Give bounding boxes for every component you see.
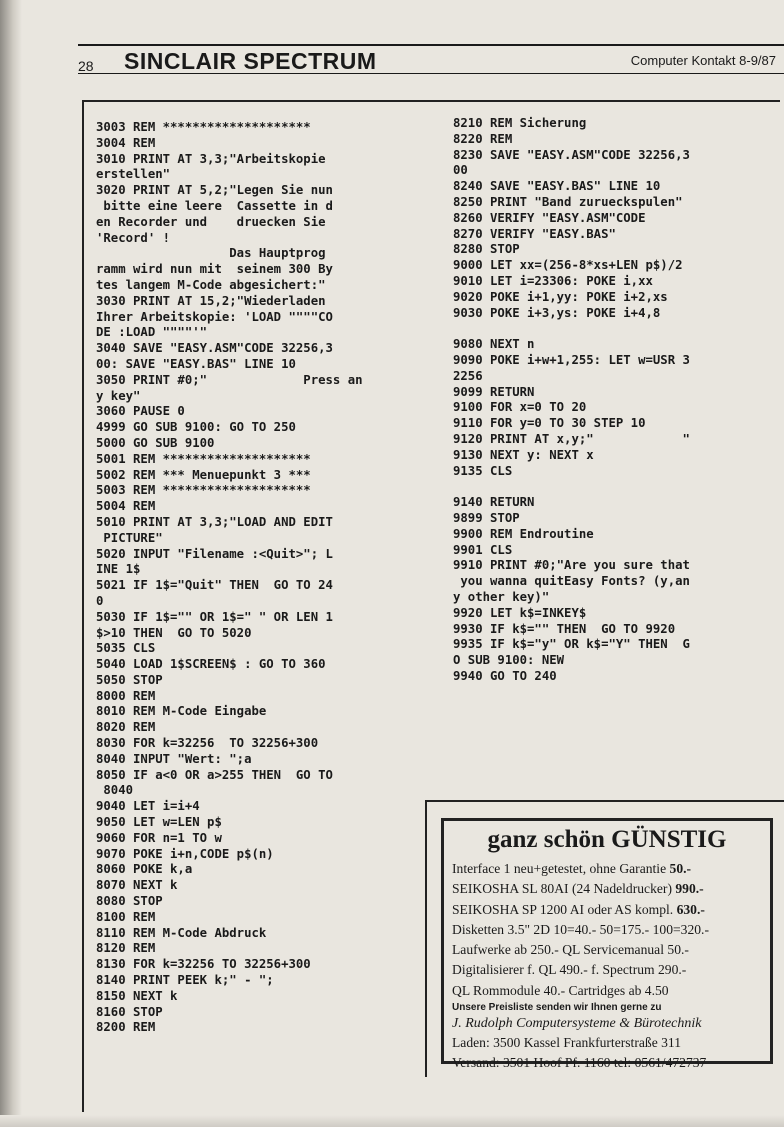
ad-item-text: SEIKOSHA SL 80AI (24 Nadeldrucker) <box>452 881 676 897</box>
code-line: erstellen" <box>96 167 171 182</box>
code-line: INE 1$ <box>96 562 141 577</box>
code-line: 3003 REM ******************** <box>96 120 311 134</box>
ad-item <box>444 920 770 940</box>
code-line: 8280 STOP <box>453 242 520 257</box>
code-line: 9020 POKE i+1,yy: POKE i+2,xs <box>453 289 668 304</box>
header-bottom-rule <box>78 73 784 74</box>
ad-item-text: Laufwerke ab 250.- QL Servicemanual 50.- <box>452 942 689 958</box>
code-line: 4999 GO SUB 9100: GO TO 250 <box>96 420 296 435</box>
code-line: 9920 LET k$=INKEY$ <box>453 605 587 620</box>
code-line: 9910 PRINT #0;"Are you sure that <box>453 558 690 573</box>
ad-shop-address: Laden: 3500 Kassel Frankfurterstraße 311 <box>452 1035 682 1051</box>
ad-item-text: SEIKOSHA SP 1200 AI oder AS kompl. <box>452 901 677 917</box>
ad-item <box>444 900 770 920</box>
issue-label: Computer Kontakt 8-9/87 <box>630 53 776 68</box>
code-line: $>10 THEN GO TO 5020 <box>96 625 252 640</box>
code-line: 9110 FOR y=0 TO 30 STEP 10 <box>453 416 646 431</box>
code-line: 8060 POKE k,a <box>96 862 193 877</box>
code-line: 5035 CLS <box>96 641 156 656</box>
ad-item <box>444 981 770 1001</box>
code-line: 9099 RETURN <box>453 384 535 399</box>
code-line: 8070 NEXT k <box>96 878 178 893</box>
ad-item-text: Digitalisierer f. QL 490.- f. Spectrum 290.- <box>452 962 687 978</box>
page-spine-shadow <box>0 0 22 1127</box>
code-line: 5000 GO SUB 9100 <box>96 435 215 450</box>
code-line: tes langem M-Code abgesichert:" <box>96 277 326 292</box>
code-line: 3010 PRINT AT 3,3;"Arbeitskopie <box>96 151 326 166</box>
code-line: 8080 STOP <box>96 894 163 909</box>
code-line: 9900 REM Endroutine <box>453 526 594 541</box>
header-top-rule <box>78 44 784 46</box>
code-line: 5040 LOAD 1$SCREEN$ : GO TO 360 <box>96 657 326 672</box>
code-line: 8040 <box>96 783 134 798</box>
listing-column-right <box>453 116 690 685</box>
code-line: 8050 IF a<0 OR a>255 THEN GO TO <box>96 767 333 782</box>
code-line: 3040 SAVE "EASY.ASM"CODE 32256,3 <box>96 341 333 356</box>
ad-item <box>444 859 770 879</box>
code-line: DE :LOAD """"'" <box>96 325 208 340</box>
code-line: 5050 STOP <box>96 672 163 687</box>
code-line: 9060 FOR n=1 TO w <box>96 830 222 845</box>
code-line: 00: SAVE "EASY.BAS" LINE 10 <box>96 356 296 371</box>
code-line: 9030 POKE i+3,ys: POKE i+4,8 <box>453 305 661 320</box>
code-line: 9940 GO TO 240 <box>453 668 557 683</box>
code-line: 9899 STOP <box>453 510 520 525</box>
code-line: 9930 IF k$="" THEN GO TO 9920 <box>453 621 676 636</box>
code-line: 3060 PAUSE 0 <box>96 404 185 419</box>
code-line: 9050 LET w=LEN p$ <box>96 815 222 830</box>
code-line: 3050 PRINT #0;" Press an <box>96 372 363 387</box>
code-line: 8020 REM <box>96 720 156 735</box>
listing-column-left <box>96 120 363 1036</box>
code-line: 8270 VERIFY "EASY.BAS" <box>453 226 616 241</box>
ad-note: Unsere Preisliste senden wir Ihnen gerne zu <box>452 1002 662 1014</box>
ad-item <box>444 960 770 980</box>
code-line: 5003 REM ******************** <box>96 483 311 498</box>
code-line: 5020 INPUT "Filename :<Quit>"; L <box>96 546 333 561</box>
ad-price-list <box>444 859 770 1001</box>
code-line: 9901 CLS <box>453 542 513 557</box>
code-line: O SUB 9100: NEW <box>453 653 565 668</box>
code-line: 9080 NEXT n <box>453 337 535 352</box>
code-line: bitte eine leere Cassette in d <box>96 198 333 213</box>
page-bottom-shadow <box>0 1115 784 1127</box>
code-line: 9135 CLS <box>453 463 513 478</box>
code-line: 5021 IF 1$="Quit" THEN GO TO 24 <box>96 578 333 593</box>
ad-mail-address: Versand: 3501 Hoof Pf. 1160 tel: 0561/472737 <box>452 1055 707 1071</box>
code-line: ramm wird nun mit seinem 300 By <box>96 262 333 277</box>
code-line: 8130 FOR k=32256 TO 32256+300 <box>96 957 311 972</box>
code-line: y key" <box>96 388 141 403</box>
code-line: 8030 FOR k=32256 TO 32256+300 <box>96 736 319 751</box>
code-line: 8100 REM <box>96 909 156 924</box>
code-line: 8000 REM <box>96 688 156 703</box>
code-line: 9140 RETURN <box>453 495 535 510</box>
ad-item-text: Disketten 3.5" 2D 10=40.- 50=175.- 100=320.- <box>452 921 709 937</box>
code-line: 8150 NEXT k <box>96 988 178 1003</box>
code-line: 8250 PRINT "Band zurueckspulen" <box>453 194 683 209</box>
code-line: 0 <box>96 593 104 608</box>
code-line: Das Hauptprog <box>96 246 326 261</box>
code-line: 9100 FOR x=0 TO 20 <box>453 400 587 415</box>
code-line: Ihrer Arbeitskopie: 'LOAD """"CO <box>96 309 333 324</box>
ad-item-text: Interface 1 neu+getestet, ohne Garantie <box>452 861 670 876</box>
code-line: 9130 NEXT y: NEXT x <box>453 447 594 462</box>
code-line: 9935 IF k$="y" OR k$="Y" THEN G <box>453 637 690 652</box>
code-line: 9010 LET i=23306: POKE i,xx <box>453 273 653 288</box>
code-line: 3004 REM <box>96 135 156 150</box>
section-title: SINCLAIR SPECTRUM <box>124 48 377 74</box>
code-line: 9040 LET i=i+4 <box>96 799 200 814</box>
code-line: 8230 SAVE "EASY.ASM"CODE 32256,3 <box>453 147 690 162</box>
code-line: y other key)" <box>453 589 550 604</box>
code-line: 5004 REM <box>96 499 156 514</box>
ad-headline: ganz schön GÜNSTIG <box>487 826 727 853</box>
code-line: 8110 REM M-Code Abdruck <box>96 925 267 940</box>
code-line: you wanna quitEasy Fonts? (y,an <box>453 574 690 589</box>
code-line: 8120 REM <box>96 941 156 956</box>
code-line: 8160 STOP <box>96 1004 163 1019</box>
ad-item-price: 50.- <box>669 861 692 876</box>
code-line: 9000 LET xx=(256-8*xs+LEN p$)/2 <box>453 258 683 273</box>
code-line: 9090 POKE i+w+1,255: LET w=USR 3 <box>453 352 690 367</box>
code-line: 8260 VERIFY "EASY.ASM"CODE <box>453 210 646 225</box>
ad-item-text: QL Rommodule 40.- Cartridges ab 4.50 <box>452 982 669 998</box>
code-line: 2256 <box>453 368 483 383</box>
ad-item-price: 630.- <box>676 901 705 917</box>
code-line: 3030 PRINT AT 15,2;"Wiederladen <box>96 293 326 308</box>
ad-item <box>444 940 770 960</box>
code-line: 9070 POKE i+n,CODE p$(n) <box>96 846 274 861</box>
code-line: 5001 REM ******************** <box>96 451 311 466</box>
code-line: 5002 REM *** Menuepunkt 3 *** <box>96 467 311 482</box>
code-line: 8210 REM Sicherung <box>453 116 587 130</box>
ad-item-price: 990.- <box>675 881 704 897</box>
code-line: 8220 REM <box>453 131 513 146</box>
ad-item <box>444 879 770 899</box>
code-line: PICTURE" <box>96 530 163 545</box>
ad-company: J. Rudolph Computersysteme & Bürotechnik <box>452 1016 702 1032</box>
code-line: 5010 PRINT AT 3,3;"LOAD AND EDIT <box>96 514 333 529</box>
code-line: 9120 PRINT AT x,y;" " <box>453 431 690 446</box>
page-number: 28 <box>78 58 94 74</box>
code-line: en Recorder und druecken Sie <box>96 214 326 229</box>
code-line: 8140 PRINT PEEK k;" - "; <box>96 973 274 988</box>
code-line: 8200 REM <box>96 1020 156 1035</box>
code-line: 8040 INPUT "Wert: ";a <box>96 751 252 766</box>
code-line: 'Record' ! <box>96 230 171 245</box>
code-line: 3020 PRINT AT 5,2;"Legen Sie nun <box>96 183 333 198</box>
advertisement <box>441 818 773 1071</box>
code-line: 00 <box>453 163 468 178</box>
code-line: 8010 REM M-Code Eingabe <box>96 704 267 719</box>
code-line: 5030 IF 1$="" OR 1$=" " OR LEN 1 <box>96 609 333 624</box>
code-line: 8240 SAVE "EASY.BAS" LINE 10 <box>453 179 661 194</box>
